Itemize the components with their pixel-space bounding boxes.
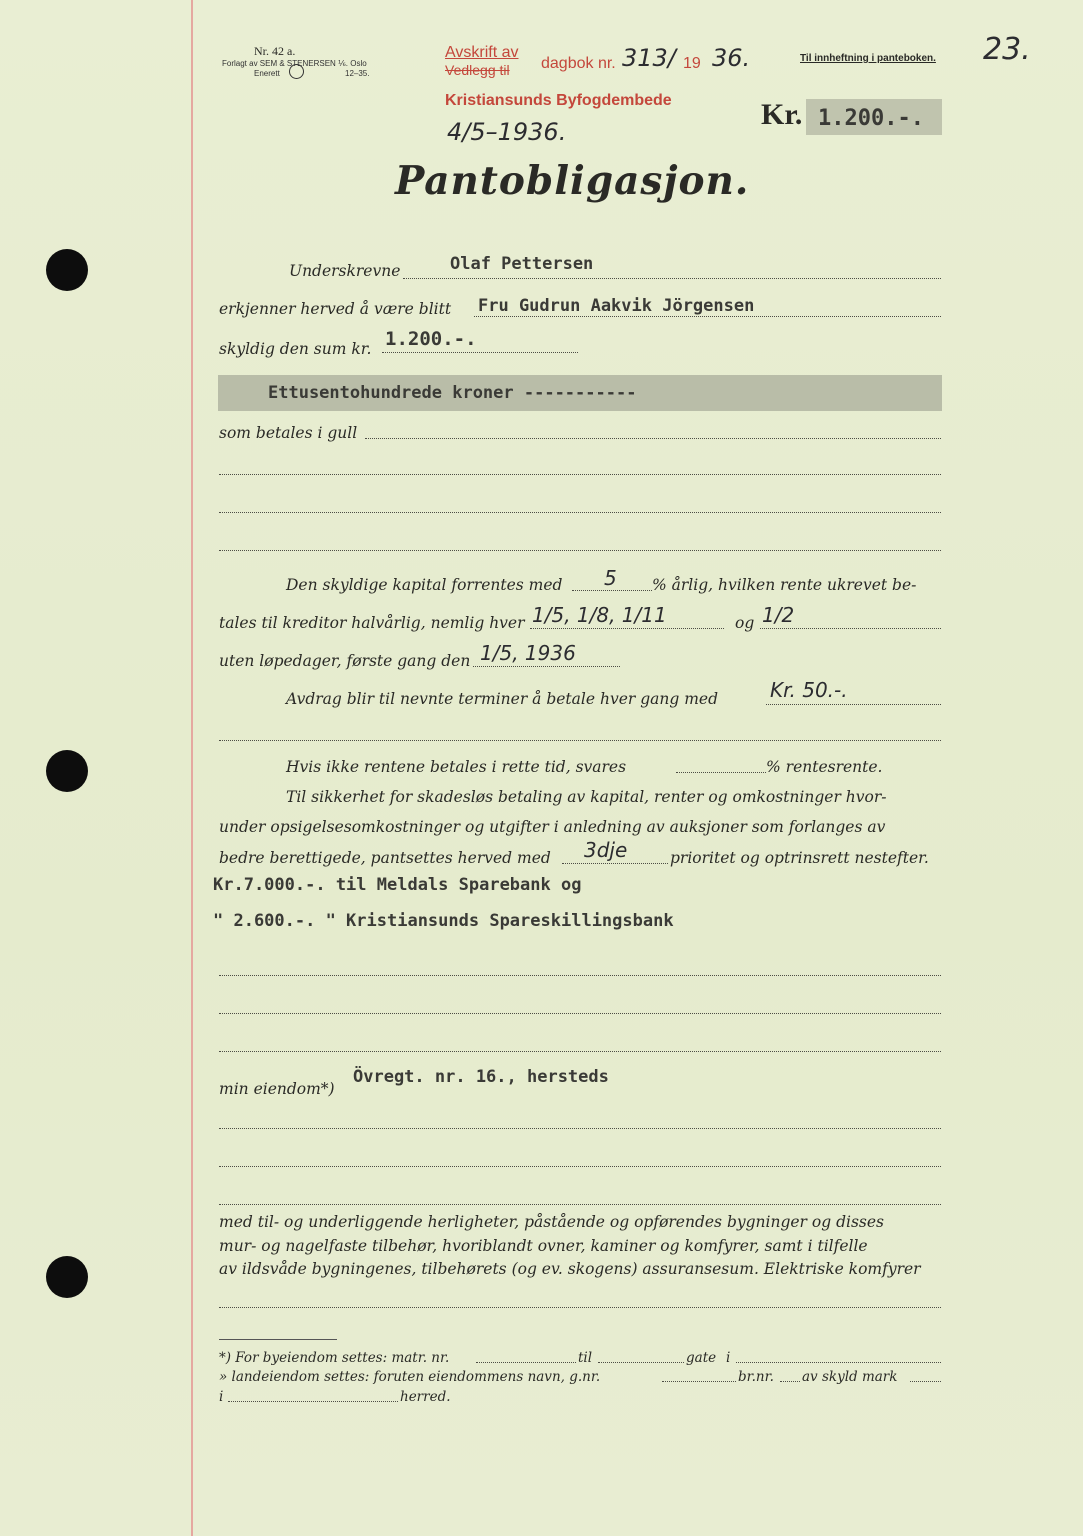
fn-dots-1: [476, 1362, 576, 1363]
eiendom-value: Övregt. nr. 16., hersteds: [353, 1067, 609, 1087]
date-written: 4/5–1936.: [447, 118, 567, 146]
hvis-suffix: % rentesrente.: [766, 758, 883, 776]
gull-line: [365, 438, 941, 439]
stamp-kristiansund: Kristiansunds Byfogdembede: [445, 92, 672, 109]
gull-label: som betales i gull: [219, 424, 358, 442]
footnote-rule: [219, 1339, 337, 1340]
stamp-avskrift: Avskrift av: [445, 44, 519, 61]
footnote-line-2a: » landeiendom settes: foruten eiendommens navn, g.nr.: [219, 1369, 601, 1385]
prioritet-line: [562, 863, 668, 864]
med-line-1: med til- og underliggende herligheter, påstående og opførendes bygninger og disses: [219, 1213, 884, 1231]
lopedager-line: [473, 666, 620, 667]
undersk-value: Olaf Pettersen: [450, 254, 594, 274]
lopedager-label: uten løpedager, første gang den: [219, 652, 471, 670]
dagbok-number: 313/: [622, 44, 676, 72]
footnote-line-1b: til: [578, 1350, 593, 1366]
tales-value: 1/5, 1/8, 1/11: [532, 603, 667, 627]
og-line: [760, 628, 941, 629]
eiendom-label: min eiendom*): [219, 1080, 335, 1098]
erkjenner-label: erkjenner herved å være blitt: [219, 300, 452, 318]
skyldig-line: [382, 352, 578, 353]
typed-line-2: " 2.600.-. " Kristiansunds Spareskillingsbank: [213, 911, 674, 931]
blank-line-5: [219, 1013, 941, 1014]
prioritet-value: 3dje: [584, 838, 628, 862]
blank-line-10: [219, 1307, 941, 1308]
avdrag-line-2: [219, 740, 941, 741]
blank-line-7: [219, 1128, 941, 1129]
avdrag-value: Kr. 50.-.: [770, 678, 848, 702]
fn-dots-5: [780, 1381, 800, 1382]
kr-label: Kr.: [761, 98, 803, 131]
punch-hole-bottom: [46, 1256, 88, 1298]
sikker-line-2: under opsigelsesomkostninger og utgifter i anledning av auksjoner som forlanges av: [219, 818, 886, 836]
publisher-date: 12–35.: [345, 69, 370, 78]
sikker-line-3-prefix: bedre berettigede, pantsettes herved med: [219, 849, 551, 867]
footnote-line-2b: br.nr.: [738, 1369, 774, 1385]
stamp-dagbok: dagbok nr.: [541, 55, 616, 72]
tales-prefix: tales til kreditor halvårlig, nemlig hver: [219, 614, 525, 632]
lopedager-value: 1/5, 1936: [480, 641, 576, 665]
punch-hole-middle: [46, 750, 88, 792]
stamp-year-prefix: 19: [683, 55, 701, 72]
rente-suffix: % årlig, hvilken rente ukrevet be-: [652, 576, 917, 594]
tales-line: [530, 628, 724, 629]
med-line-3: av ildsvåde bygningenes, tilbehørets (og ev. skogens) assuransesum. Elektriske komfyrer: [219, 1260, 921, 1278]
rente-line: [572, 590, 652, 591]
fn-dots-4: [662, 1381, 736, 1382]
stamp-vedlegg: Vedlegg til: [445, 62, 510, 78]
blank-line-8: [219, 1166, 941, 1167]
fn-dots-3: [736, 1362, 941, 1363]
og-label: og: [735, 614, 755, 632]
margin-rule: [191, 0, 193, 1536]
footnote-line-1d: i: [726, 1350, 731, 1366]
year-suffix: 36.: [712, 44, 751, 72]
sikker-line-3-suffix: prioritet og optrinsrett nestefter.: [670, 849, 929, 867]
footnote-line-3b: herred.: [400, 1389, 451, 1405]
fn-dots-6: [910, 1381, 941, 1382]
form-number: Nr. 42 a.: [254, 44, 296, 58]
footnote-line-2c: av skyld mark: [802, 1369, 898, 1385]
footnote-line-1c: gate: [686, 1350, 717, 1366]
avdrag-label: Avdrag blir til nevnte terminer å betale hver gang med: [286, 690, 718, 708]
punch-hole-top: [46, 249, 88, 291]
blank-line-9: [219, 1204, 941, 1205]
blank-line-4: [219, 975, 941, 976]
rente-prefix: Den skyldige kapital forrentes med: [286, 576, 563, 594]
undersk-line: [403, 278, 941, 279]
skyldig-value: 1.200.-.: [385, 328, 477, 350]
blank-line-3: [219, 550, 941, 551]
hvis-line: [676, 772, 766, 773]
kr-amount: 1.200.-.: [818, 106, 924, 131]
footnote-line-3a: i: [219, 1389, 224, 1405]
avdrag-line: [766, 704, 941, 705]
fn-dots-2: [598, 1362, 684, 1363]
publisher-logo-icon: [289, 64, 304, 79]
page-number: 23.: [983, 32, 1031, 67]
med-line-2: mur- og nagelfaste tilbehør, hvoriblandt ovner, kaminer og komfyrer, samt i tilfelle: [219, 1237, 868, 1255]
typed-line-1: Kr.7.000.-. til Meldals Sparebank og: [213, 875, 582, 895]
erkjenner-value: Fru Gudrun Aakvik Jörgensen: [478, 296, 755, 316]
publisher-line: Forlagt av SEM & STENERSEN ⅙. Oslo: [222, 59, 367, 68]
hvis-prefix: Hvis ikke rentene betales i rette tid, svares: [286, 758, 627, 776]
amount-words: Ettusentohundrede kroner -----------: [268, 383, 637, 403]
footnote-line-1a: *) For byeiendom settes: matr. nr.: [219, 1350, 450, 1366]
skyldig-label: skyldig den sum kr.: [219, 340, 372, 358]
erkjenner-line: [474, 316, 941, 317]
innheftning-label: Til innheftning i panteboken.: [800, 53, 936, 64]
blank-line-2: [219, 512, 941, 513]
sikker-line-1: Til sikkerhet for skadesløs betaling av kapital, renter og omkostninger hvor-: [286, 788, 887, 806]
blank-line-6: [219, 1051, 941, 1052]
fn-dots-7: [228, 1401, 398, 1402]
publisher-enerett: Enerett: [254, 69, 280, 78]
blank-line-1: [219, 474, 941, 475]
document-title: Pantobligasjon.: [395, 158, 750, 204]
undersk-label: Underskrevne: [289, 262, 401, 280]
rente-value: 5: [604, 566, 617, 590]
og-value: 1/2: [762, 603, 795, 627]
